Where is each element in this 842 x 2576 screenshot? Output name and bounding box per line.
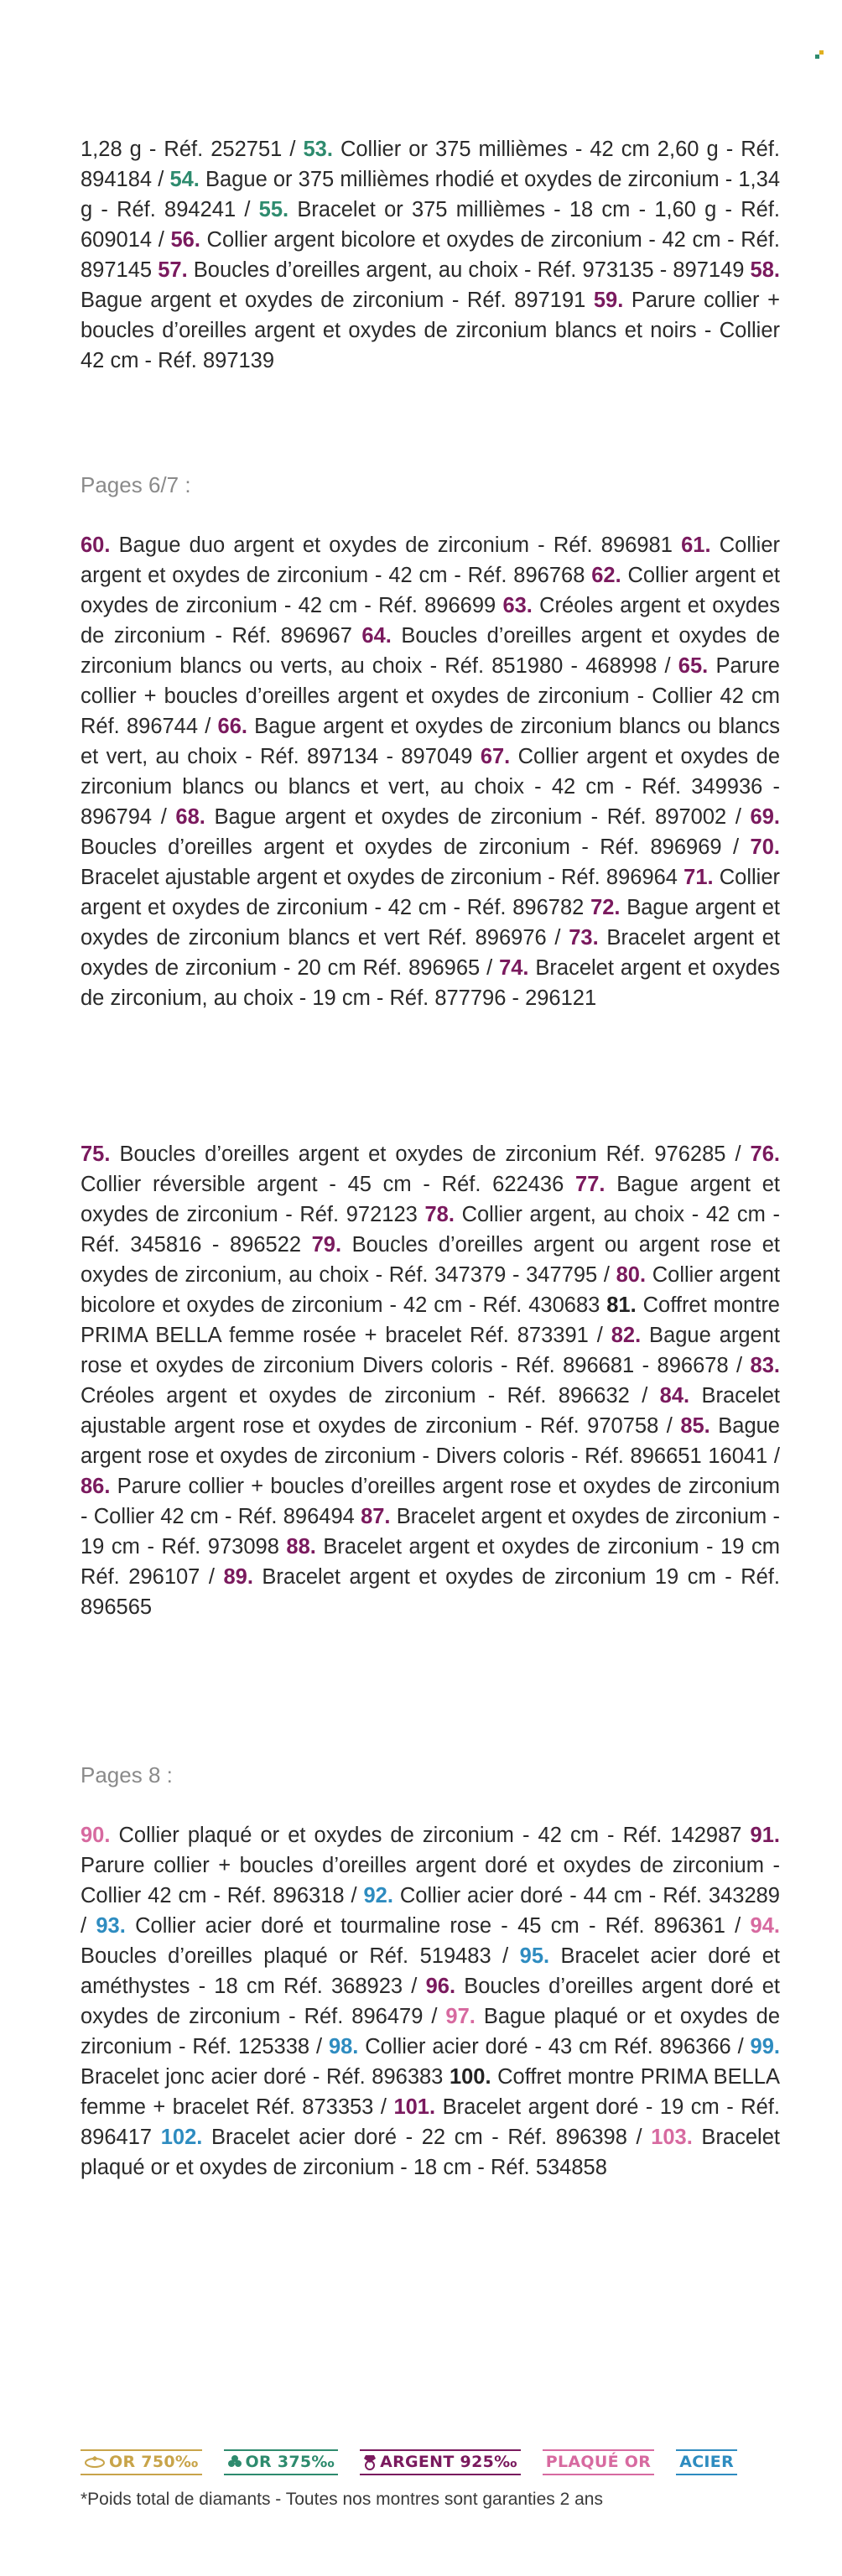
item-number: 88.	[286, 1535, 316, 1559]
item-number: 84.	[659, 1384, 690, 1408]
item-description: Bague argent et oxydes de zirconium - Réf. 972123	[81, 1173, 781, 1226]
item-description: Boucles d’oreilles argent et oxydes de zirconium blancs ou verts, au choix - Réf. 851980 - 468998 /	[81, 624, 780, 678]
item-description: Bague argent et oxydes de zirconium blancs et vert Réf. 896976 /	[81, 896, 781, 950]
item-description: Collier argent et oxydes de zirconium - 42 cm - Réf. 896782	[81, 866, 780, 919]
item-description: Bague argent et oxydes de zirconium - Réf. 897002 /	[205, 805, 751, 829]
item-number: 77.	[575, 1173, 606, 1196]
item-number: 95.	[519, 1944, 550, 1968]
item-description: Bague argent rose et oxydes de zirconium - Divers coloris - Réf. 896651 16041 /	[81, 1414, 780, 1468]
legend-plaque-or-label: PLAQUÉ OR	[545, 2452, 652, 2471]
item-number: 102.	[160, 2126, 203, 2149]
item-number: 89.	[223, 1565, 253, 1589]
item-number: 69.	[750, 805, 780, 829]
item-description: Bracelet argent et oxydes de zirconium, au choix - 19 cm - Réf. 877796 - 296121	[81, 956, 780, 1010]
item-description: Bague argent et oxydes de zirconium blancs ou blancs et vert, au choix - Réf. 897134 - 897049	[81, 715, 781, 768]
item-description: Bracelet acier doré et améthystes - 18 cm Réf. 368923 /	[81, 1944, 780, 1998]
item-number: 63.	[502, 594, 533, 617]
legend-plaque-or	[543, 2449, 654, 2475]
item-description: Collier argent et oxydes de zirconium blancs ou blancs et vert, au choix - 42 cm - Réf. 349936 - 896794 /	[81, 745, 780, 829]
item-description: Collier argent bicolore et oxydes de zirconium - 42 cm - Réf. 897145	[81, 228, 780, 282]
item-number: 86.	[81, 1475, 111, 1498]
item-number: 79.	[311, 1233, 342, 1257]
item-number: 66.	[217, 715, 247, 738]
item-description: Boucles d’oreilles argent et oxydes de zirconium - Réf. 896969 /	[81, 835, 751, 859]
item-number: 99.	[750, 2035, 780, 2058]
item-number: 61.	[681, 533, 711, 557]
page-heading-8: Pages 8 :	[81, 1762, 173, 1788]
item-description: Bracelet argent doré - 19 cm - Réf. 896417	[81, 2095, 780, 2149]
item-description: Bracelet argent et oxydes de zirconium - 20 cm Réf. 896965 /	[81, 926, 780, 980]
item-description: Bracelet argent et oxydes de zirconium 19 cm - Réf. 896565	[81, 1565, 780, 1619]
item-description: Collier argent et oxydes de zirconium - 42 cm - Réf. 896768	[81, 533, 780, 587]
diamond-ring-icon	[84, 2455, 106, 2469]
catalogue-text-pages-6-7-part2	[81, 1139, 780, 1622]
item-number: 72.	[590, 896, 621, 919]
item-description: Collier réversible argent - 45 cm - Réf. 622436	[81, 1173, 576, 1196]
item-number: 64.	[361, 624, 392, 648]
item-description: Bracelet jonc acier doré - Réf. 896383	[81, 2065, 450, 2089]
item-number: 71.	[683, 866, 714, 889]
item-description: Collier acier doré et tourmaline rose - 45 cm - Réf. 896361 /	[125, 1914, 751, 1938]
catalogue-text-top	[81, 134, 780, 376]
gem-ring-icon	[363, 2454, 377, 2470]
item-description: Bague or 375 millièmes rhodié et oxydes de zirconium - 1,34 g - Réf. 894241 /	[81, 168, 781, 221]
item-description: Collier argent bicolore et oxydes de zirconium - 42 cm - Réf. 430683	[81, 1263, 780, 1317]
item-number: 62.	[591, 564, 621, 587]
item-number: 90.	[81, 1824, 111, 1847]
item-description: Parure collier + boucles d’oreilles argent et oxydes de zirconium - Collier 42 cm Réf. 896744 /	[81, 654, 780, 738]
item-number: 87.	[361, 1505, 391, 1528]
corner-mark-icon	[813, 49, 825, 60]
item-description: Bracelet argent et oxydes de zirconium - 19 cm Réf. 296107 /	[81, 1535, 780, 1589]
item-description: Créoles argent et oxydes de zirconium - Réf. 896967	[81, 594, 780, 648]
legend-or-750-label: OR 750‰	[109, 2452, 199, 2471]
page-heading-6-7: Pages 6/7 :	[81, 472, 191, 497]
item-description: Bracelet acier doré - 22 cm - Réf. 896398 /	[202, 2126, 652, 2149]
item-description: Bague argent et oxydes de zirconium - Réf. 897191	[81, 289, 594, 312]
legend-or-375-label: OR 375‰	[245, 2452, 335, 2471]
metal-legend	[81, 2445, 737, 2479]
item-description: Collier argent, au choix - 42 cm - Réf. 345816 - 896522	[81, 1203, 780, 1257]
item-number: 76.	[750, 1142, 780, 1166]
item-description: Bague duo argent et oxydes de zirconium - Réf. 896981	[110, 533, 682, 557]
item-description: 1,28 g - Réf. 252751 /	[81, 138, 304, 161]
legend-acier	[676, 2449, 737, 2475]
item-description: Boucles d’oreilles argent doré et oxydes de zirconium - Réf. 896479 /	[81, 1975, 780, 2028]
item-number: 68.	[175, 805, 205, 829]
item-description: Créoles argent et oxydes de zirconium - Réf. 896632 /	[81, 1384, 660, 1408]
item-number: 80.	[616, 1263, 647, 1287]
catalogue-text-page-8	[81, 1820, 780, 2183]
item-number: 97.	[445, 2005, 476, 2028]
item-description: Collier acier doré - 44 cm - Réf. 343289 /	[81, 1884, 780, 1938]
item-number: 94.	[750, 1914, 780, 1938]
item-number: 82.	[611, 1324, 642, 1347]
item-number: 74.	[499, 956, 529, 980]
legend-argent-925-label: ARGENT 925‰	[380, 2452, 517, 2471]
item-description: Bracelet ajustable argent rose et oxydes de zirconium - Réf. 970758 /	[81, 1384, 780, 1438]
item-number: 70.	[750, 835, 780, 859]
item-number: 57.	[158, 258, 188, 282]
item-number: 75.	[81, 1142, 111, 1166]
item-number: 78.	[424, 1203, 455, 1226]
item-number: 81.	[606, 1293, 637, 1317]
item-description: Collier acier doré - 43 cm Réf. 896366 /	[358, 2035, 751, 2058]
legend-argent-925	[360, 2449, 521, 2475]
item-number: 59.	[593, 289, 624, 312]
item-number: 100.	[449, 2065, 491, 2089]
item-number: 85.	[680, 1414, 710, 1438]
item-number: 83.	[750, 1354, 780, 1377]
item-description: Boucles d’oreilles argent et oxydes de zirconium Réf. 976285 /	[110, 1142, 751, 1166]
item-number: 55.	[258, 198, 289, 221]
item-description: Bague plaqué or et oxydes de zirconium - Réf. 125338 /	[81, 2005, 781, 2058]
item-description: Collier argent et oxydes de zirconium - 42 cm - Réf. 896699	[81, 564, 781, 617]
item-number: 60.	[81, 533, 111, 557]
item-description: Bracelet argent et oxydes de zirconium - 19 cm - Réf. 973098	[81, 1505, 780, 1559]
legend-acier-label: ACIER	[679, 2452, 735, 2471]
item-number: 98.	[328, 2035, 359, 2058]
item-description: Parure collier + boucles d’oreilles argent doré et oxydes de zirconium - Collier 42 cm - Réf. 896318 /	[81, 1854, 780, 1907]
item-description: Bracelet ajustable argent et oxydes de zirconium - Réf. 896964	[81, 866, 684, 889]
item-description: Collier or 375 millièmes - 42 cm 2,60 g - Réf. 894184 /	[81, 138, 780, 191]
item-number: 96.	[425, 1975, 456, 1998]
item-number: 101.	[393, 2095, 436, 2119]
item-number: 56.	[170, 228, 200, 252]
item-number: 73.	[569, 926, 599, 950]
item-number: 91.	[750, 1824, 780, 1847]
legend-or-375	[224, 2449, 339, 2475]
item-description: Bague argent rose et oxydes de zirconium Divers coloris - Réf. 896681 - 896678 /	[81, 1324, 780, 1377]
footnote: *Poids total de diamants - Toutes nos montres sont garanties 2 ans	[81, 2490, 603, 2509]
item-number: 54.	[169, 168, 200, 191]
legend-or-750	[81, 2449, 202, 2475]
item-number: 103.	[651, 2126, 693, 2149]
item-description: Collier plaqué or et oxydes de zirconium - 42 cm - Réf. 142987	[110, 1824, 751, 1847]
item-number: 67.	[480, 745, 511, 768]
item-description: Coffret montre PRIMA BELLA femme + bracelet Réf. 873353 /	[81, 2065, 780, 2119]
catalogue-text-pages-6-7-part1	[81, 530, 780, 1013]
item-description: Boucles d’oreilles argent, au choix - Réf. 973135 - 897149	[187, 258, 751, 282]
item-description: Parure collier + boucles d’oreilles argent rose et oxydes de zirconium - Collier 42 cm - Réf. 896494	[81, 1475, 780, 1528]
item-description: Bracelet plaqué or et oxydes de zirconium - 18 cm - Réf. 534858	[81, 2126, 780, 2179]
item-number: 58.	[750, 258, 780, 282]
item-description: Parure collier + boucles d’oreilles argent et oxydes de zirconium blancs et noirs - Collier 42 cm - Réf. 897139	[81, 289, 780, 372]
clover-icon	[227, 2454, 242, 2469]
item-description: Boucles d’oreilles plaqué or Réf. 519483 /	[81, 1944, 520, 1968]
item-description: Bracelet or 375 millièmes - 18 cm - 1,60 g - Réf. 609014 /	[81, 198, 781, 252]
item-number: 93.	[96, 1914, 126, 1938]
item-number: 65.	[678, 654, 709, 678]
item-number: 92.	[363, 1884, 393, 1907]
item-description: Coffret montre PRIMA BELLA femme rosée + bracelet Réf. 873391 /	[81, 1293, 780, 1347]
item-description: Boucles d’oreilles argent ou argent rose et oxydes de zirconium, au choix - Réf. 347379 - 347795 /	[81, 1233, 780, 1287]
item-number: 53.	[303, 138, 333, 161]
